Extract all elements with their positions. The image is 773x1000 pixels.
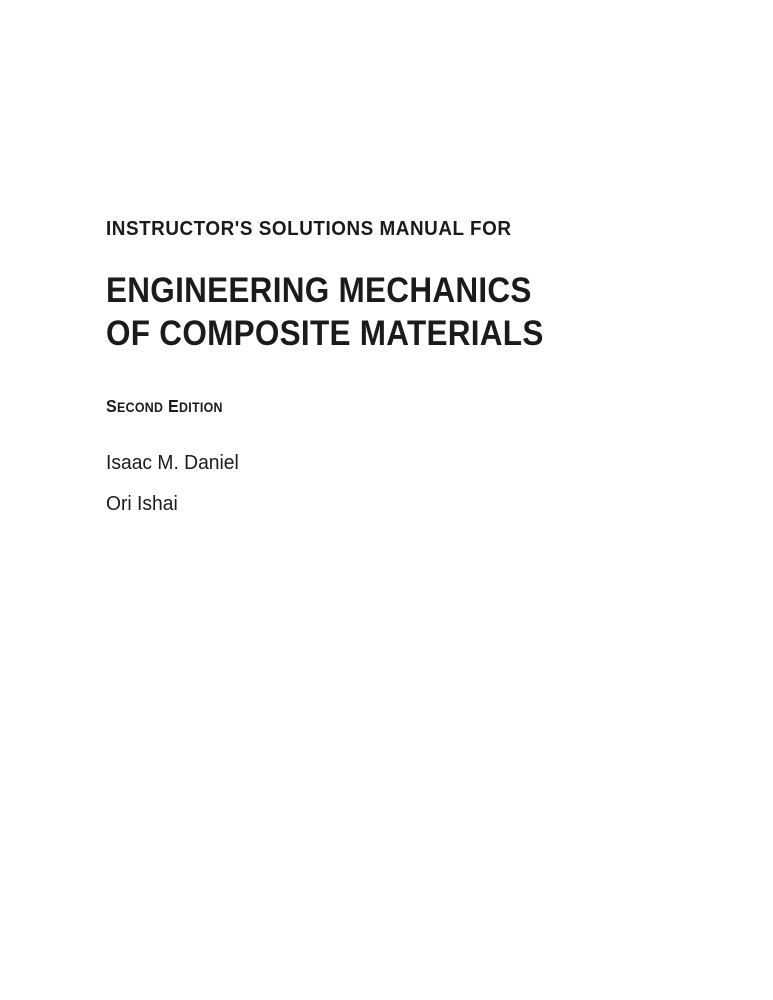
edition-label — [106, 396, 621, 417]
page-title — [106, 269, 610, 355]
edition-word-1-cap: S — [106, 395, 118, 416]
author-list — [106, 450, 666, 516]
edition-word-2-rest: DITION — [179, 399, 223, 415]
page-title-line-2: OF COMPOSITE MATERIALS — [106, 313, 544, 353]
edition-word-2-cap: E — [168, 395, 180, 416]
page-title-line-1: ENGINEERING MECHANICS — [106, 270, 532, 310]
author-name: Isaac M. Daniel — [106, 450, 239, 474]
supertitle: INSTRUCTOR'S SOLUTIONS MANUAL FOR — [106, 217, 512, 240]
edition-word-1-rest: ECOND — [117, 399, 164, 415]
author-name: Ori Ishai — [106, 492, 178, 516]
title-block — [106, 218, 666, 536]
